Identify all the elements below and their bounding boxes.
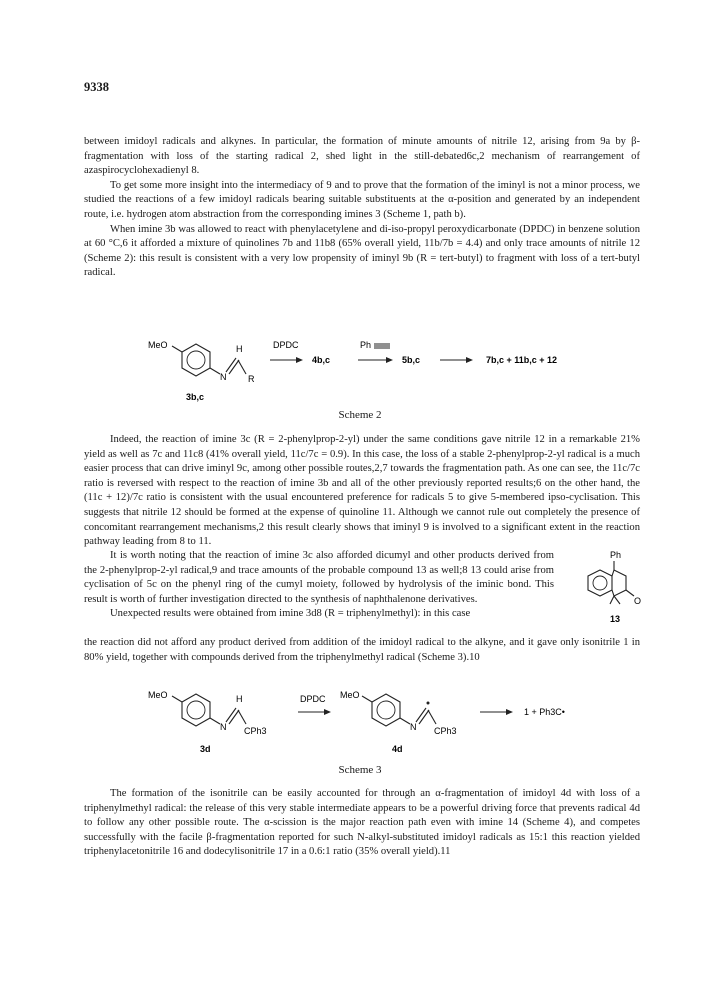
- meo-label: MeO: [148, 340, 168, 350]
- arrow-3-head: [466, 357, 473, 363]
- fused-ring: [612, 570, 626, 596]
- body-text-middle: [84, 433, 640, 550]
- meo-label-4d: MeO: [340, 690, 360, 700]
- aromatic-ring-circle: [593, 576, 607, 590]
- paragraph-7: The formation of the isonitrile can be easily accounted for through an α-fragmentation of imidoyl 4d with loss of a triphenylmethyl radical: the release of this very stable intermediate appears to be a powerful driving force that prevents radical 4d to follow any other possible route. The α-scission is the major reaction path even with imine 14 (Scheme 4), and competes successfully with the facile β-fragmentation reported for such N-alkyl-substituted imidoyl radicals as 15:1 this reaction yielded triphenylacetonitrile 16 and dodecylisonitrile 17 in a 0.6:1 ratio (35% overall yield).11: [84, 788, 640, 858]
- body-text-wrap: [84, 549, 554, 622]
- h-label: H: [236, 344, 243, 354]
- benzene-ring-4d: [372, 694, 400, 726]
- n-bond-3d: [210, 718, 220, 724]
- ph-reagent-label: Ph: [360, 340, 372, 350]
- aromatic-circle-4d: [377, 701, 395, 719]
- scheme-2-drawing: [140, 340, 620, 410]
- paragraph-5: It is worth noting that the reaction of imine 3c also afforded dicumyl and other products derived from the 2-phenylprop-2-yl radical,9 and trace amounts of the probable compound 13 as well;8 13 could arise from cyclisation of 5c on the phenyl ring of the cumyl moiety, followed by hydrolysis of the iminic bond. This result is worth of further investigation directed to the synthesis of naphthalenone derivatives.: [84, 550, 554, 605]
- scheme-2-figure: [140, 340, 620, 410]
- imine-double-bond-4d: [419, 710, 429, 724]
- imine-bond: [226, 358, 236, 372]
- scheme-3-figure: [140, 690, 600, 762]
- methyl-1: [610, 596, 614, 604]
- cph3-label-3d: CPh3: [244, 726, 267, 736]
- imine-double-bond: [229, 360, 239, 374]
- paragraph-3: When imine 3b was allowed to react with phenylacetylene and di-iso-propyl peroxydicarbonate (DPDC) in benzene solution at 60 °C,6 it afforded a mixture of quinolines 7b and 11b8 (65% overall yield, 11b/7b = 4.4) and only trace amounts of nitrile 12 (Scheme 2): this result is consistent with a very low propensity of iminyl 9b (R = tert-butyl) to fragment with loss of a tert-butyl radical.: [84, 223, 640, 279]
- arrow-1-head: [296, 357, 303, 363]
- radical-dot-icon: [427, 702, 430, 705]
- r-label: R: [248, 374, 255, 384]
- imine-bond-4d: [416, 708, 426, 722]
- o-label: O: [634, 596, 642, 606]
- intermediate-5bc: 5b,c: [402, 355, 421, 365]
- arrow-scheme3-head: [324, 709, 331, 715]
- paragraph-6b: the reaction did not afford any product derived from addition of the imidoyl radical to the alkyne, and it gave only isonitrile 1 in 80% yield, together with compounds derived from the triphenylmethyl radical (Scheme 3).10: [84, 637, 640, 663]
- body-text-top: [84, 135, 640, 281]
- paragraph-1: between imidoyl radicals and alkynes. In particular, the formation of minute amounts of nitrile 12, arising from 9a by β-fragmentation with loss of the starting radical 2, shed light in the still-debated6c,2 mechanism of rearrangement of azaspirocyclohexadienyl 8.: [84, 136, 640, 177]
- n-bond-4d: [400, 718, 410, 724]
- n-bond: [210, 368, 220, 374]
- compound-13-figure: [584, 548, 644, 633]
- paragraph-2: To get some more insight into the intermediacy of 9 and to prove that the formation of the iminyl is not a minor process, we studied the reactions of a few imidoyl radicals bearing suitable substituents at the α-position and generated by an independent route, i.e. hydrogen atom abstraction from the corresponding imines 3 (Scheme 1, path b).: [84, 179, 640, 220]
- ph-label: Ph: [610, 550, 622, 560]
- page-number: 9338: [84, 80, 109, 94]
- benzene-ring-3d: [182, 694, 210, 726]
- carbonyl-bond: [626, 590, 634, 596]
- imine-bond-3d: [226, 708, 236, 722]
- aromatic-circle: [187, 351, 205, 369]
- benzene-ring: [182, 344, 210, 376]
- cph3-bond-3d: [238, 710, 246, 724]
- meo-label-3d: MeO: [148, 690, 168, 700]
- cph3-label-4d: CPh3: [434, 726, 457, 736]
- methyl-2: [614, 596, 620, 604]
- r-bond: [238, 360, 246, 374]
- aromatic-ring: [588, 570, 612, 596]
- n-label-3d: N: [220, 722, 227, 732]
- scheme-2-caption: Scheme 2: [338, 409, 382, 421]
- cph3-bond-4d: [428, 710, 436, 724]
- meo-bond-3d: [172, 696, 182, 702]
- n-label-4d: N: [410, 722, 417, 732]
- body-text-after-wrap: [84, 636, 640, 665]
- scheme-3-caption: Scheme 3: [338, 764, 382, 776]
- arrow-scheme3b-head: [506, 709, 513, 715]
- body-text-bottom: [84, 787, 640, 860]
- compound-3d-label: 3d: [200, 744, 211, 754]
- arrow-2-head: [386, 357, 393, 363]
- scheme3-products: 1 + Ph3C•: [524, 707, 565, 717]
- h-label-3d: H: [236, 694, 243, 704]
- aromatic-circle-3d: [187, 701, 205, 719]
- n-label: N: [220, 372, 227, 382]
- imine-double-bond-3d: [229, 710, 239, 724]
- products-label: 7b,c + 11b,c + 12: [486, 355, 558, 365]
- dpdc-label: DPDC: [273, 340, 299, 350]
- compound-4d-label: 4d: [392, 744, 403, 754]
- compound-13-drawing: [584, 548, 644, 628]
- compound-3bc-label: 3b,c: [186, 392, 205, 402]
- meo-bond-4d: [362, 696, 372, 702]
- scheme-3-drawing: [140, 690, 600, 762]
- meo-bond: [172, 346, 182, 352]
- intermediate-4bc: 4b,c: [312, 355, 331, 365]
- dpdc-label-scheme3: DPDC: [300, 694, 326, 704]
- paragraph-6a: Unexpected results were obtained from imine 3d8 (R = triphenylmethyl): in this case: [110, 608, 471, 620]
- compound-13-number: 13: [610, 614, 621, 624]
- paragraph-4: Indeed, the reaction of imine 3c (R = 2-phenylprop-2-yl) under the same conditions gave nitrile 12 in a remarkable 21% yield as well as 7c and 11c8 (41% overall yield, 11c/7c = 0.9). In this case, the loss of a stable 2-phenylprop-2-yl radical is a much easier process that can drive iminyl 9c, among other possible routes,2,7 towards the fragmentation path. As one can see, the 11c/7c ratio is reversed with respect to the reaction of imine 3b and all of the other previously reported results;6 on the other hand, the (11c + 12)/7c ratio is consistent with the usual encountered preference for radicals 5 to give 5-membered ipso-cyclisation. This suggests that nitrile 12 should be formed at the expense of quinoline 11. Although we cannot rule out completely the presence of concomitant rearrangement mechanisms,2 this result clearly shows that iminyl 9 is involved to a significant extent in the reaction pathway leading from 8 to 11.: [84, 434, 640, 548]
